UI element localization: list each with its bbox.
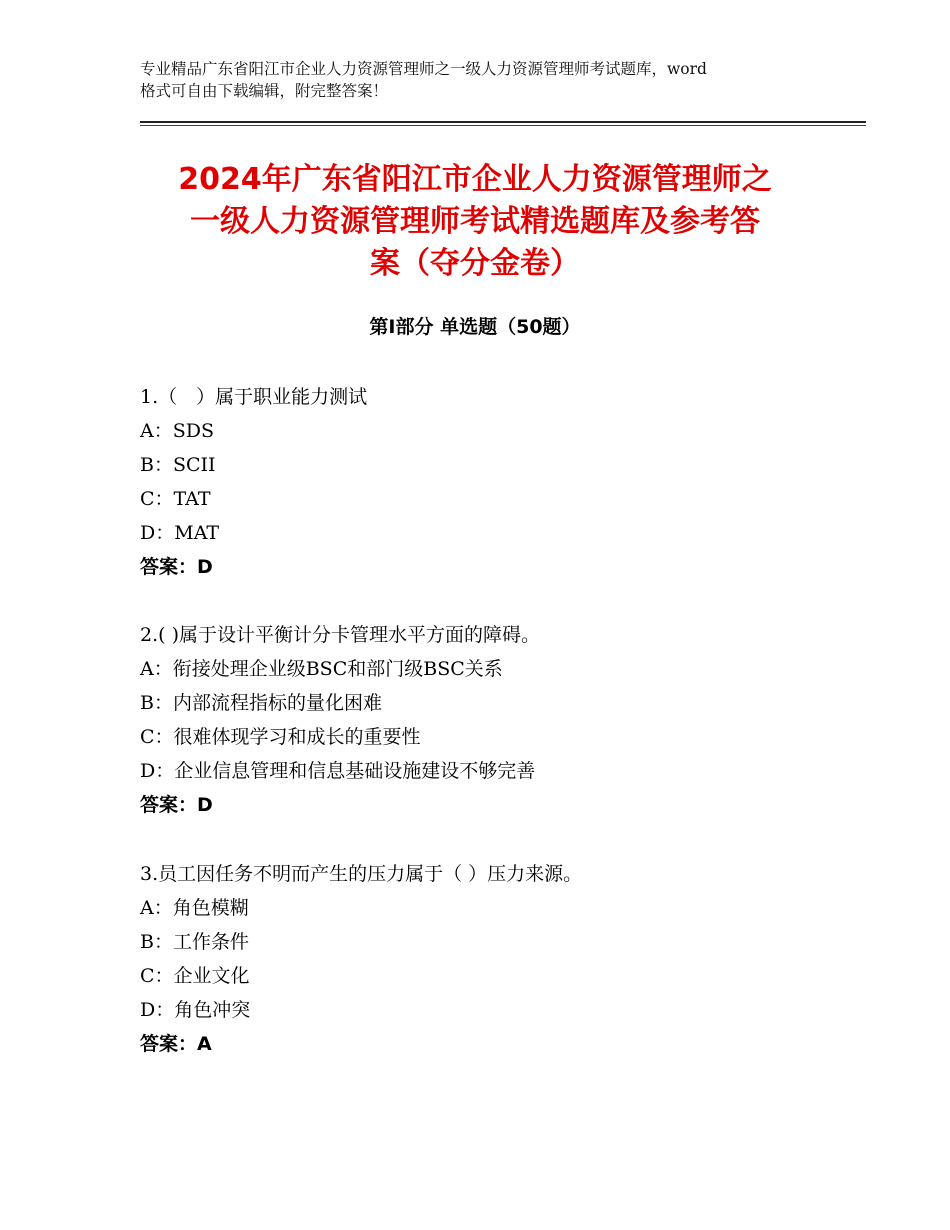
question-stem: 2.( )属于设计平衡计分卡管理水平方面的障碍。 — [140, 624, 540, 646]
document-title-line-1: 2024年广东省阳江市企业人力资源管理师之 — [178, 162, 772, 197]
header-note-line-2: 格式可自由下载编辑，附完整答案！ — [140, 82, 389, 100]
option-d: D：企业信息管理和信息基础设施建设不够完善 — [140, 760, 536, 782]
option-d: D：MAT — [140, 522, 220, 544]
question-3 — [140, 857, 860, 1061]
document-title-line-2: 一级人力资源管理师考试精选题库及参考答 — [190, 204, 760, 239]
question-stem: 3.员工因任务不明而产生的压力属于（ ）压力来源。 — [140, 863, 583, 885]
header-note — [140, 58, 840, 102]
option-c: C：很难体现学习和成长的重要性 — [140, 726, 421, 748]
section-title: 第Ⅰ部分 单选题（50题） — [369, 316, 581, 338]
question-1 — [140, 380, 860, 584]
document-title — [120, 159, 830, 285]
header-divider-thick — [140, 121, 866, 123]
option-b: B：工作条件 — [140, 931, 249, 953]
header-divider-thin — [140, 125, 866, 126]
answer: 答案：D — [140, 556, 213, 578]
answer: 答案：D — [140, 794, 213, 816]
option-a: A：衔接处理企业级BSC和部门级BSC关系 — [140, 658, 503, 680]
option-c: C：企业文化 — [140, 965, 250, 987]
option-a: A：角色模糊 — [140, 897, 249, 919]
question-stem: 1.（ ）属于职业能力测试 — [140, 386, 368, 408]
option-b: B：内部流程指标的量化困难 — [140, 692, 382, 714]
option-d: D：角色冲突 — [140, 999, 251, 1021]
header-note-line-1: 专业精品广东省阳江市企业人力资源管理师之一级人力资源管理师考试题库，word — [140, 60, 707, 78]
option-a: A：SDS — [140, 420, 214, 442]
option-b: B：SCII — [140, 454, 216, 476]
question-2 — [140, 618, 860, 822]
document-title-line-3: 案（夺分金卷） — [370, 246, 580, 281]
answer: 答案：A — [140, 1033, 212, 1055]
option-c: C：TAT — [140, 488, 211, 510]
